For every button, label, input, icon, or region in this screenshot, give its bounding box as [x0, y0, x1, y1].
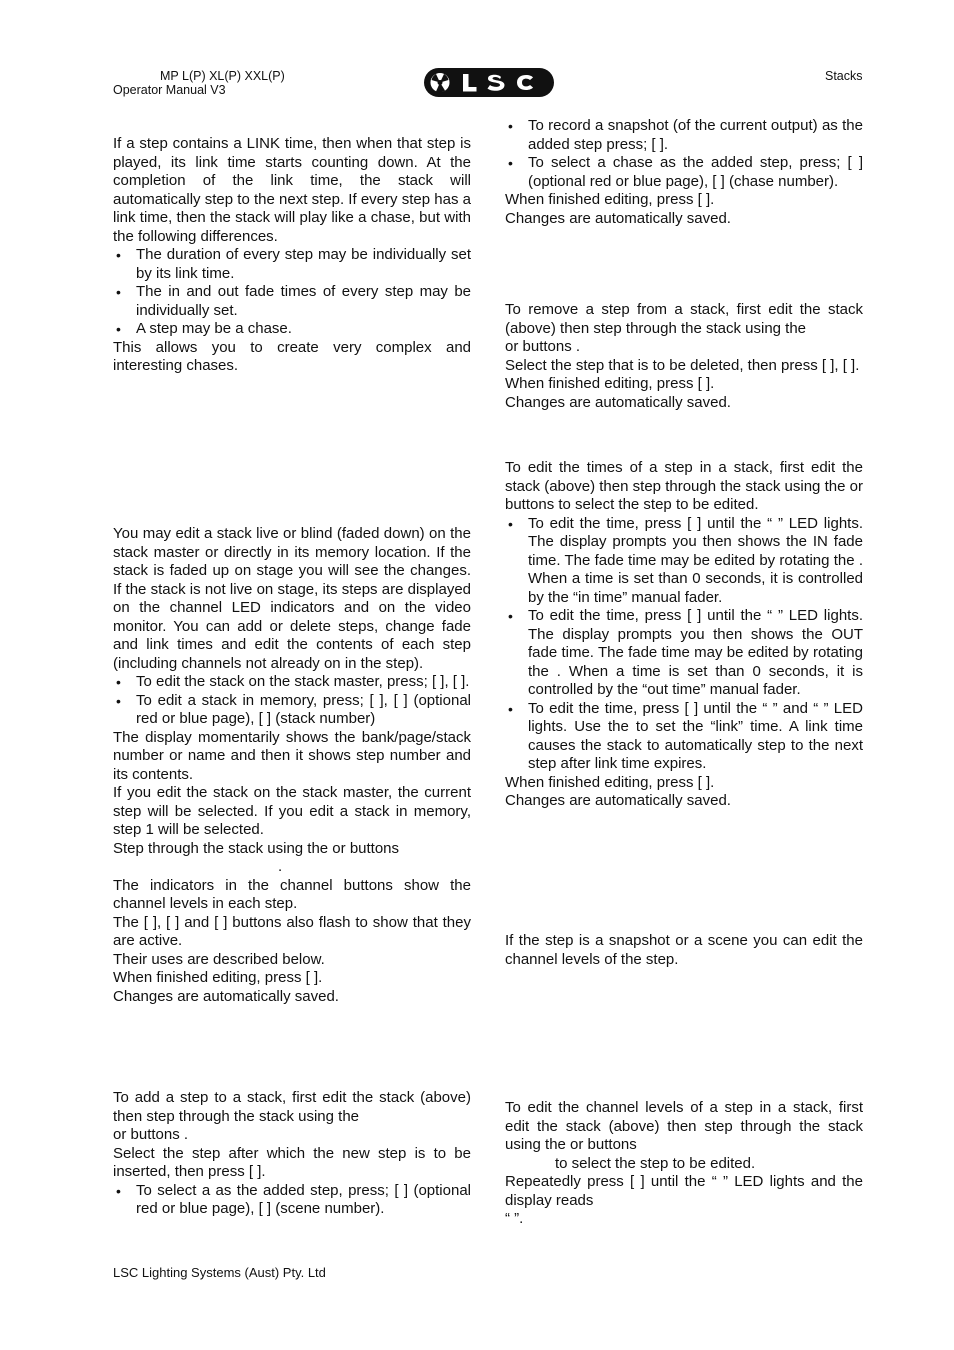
levels-paragraph: To edit the channel levels of a step in a stack, first edit the stack (above) then step through the stack using the or buttons — [505, 1099, 863, 1153]
remove-finish: When finished editing, press [ ]. — [505, 375, 715, 392]
add-saved: Changes are automatically saved. — [505, 209, 731, 227]
list-item: • To record a snapshot (of the current output) as the added step press; [ ]. — [505, 117, 863, 154]
list-item: • To select a as the added step, press; [ ] (optional red or blue page), [ ] (scene number). — [113, 1182, 471, 1219]
list-item: • The duration of every step may be individually set by its link time. — [113, 246, 471, 283]
edit-line: Step through the stack using the or buttons — [113, 839, 400, 857]
link-bullet-list — [113, 246, 471, 339]
list-item: • To select a chase as the added step, press; [ ] (optional red or blue page), [ ] (chase number). — [505, 154, 863, 191]
edit-bullet-list — [113, 673, 471, 729]
lsc-logo — [423, 67, 555, 98]
right-column — [505, 117, 863, 228]
footer-company: LSC Lighting Systems (Aust) Pty. Ltd — [113, 1265, 326, 1280]
right-column-times — [505, 459, 863, 811]
right-column-levels — [505, 1099, 863, 1229]
remove-paragraph: To remove a step from a stack, first edit the stack (above) then step through the stack using the — [505, 301, 863, 337]
snapshot-paragraph: If the step is a snapshot or a scene you can edit the channel levels of the step. — [505, 932, 863, 968]
left-column-add — [113, 1089, 471, 1219]
levels-line: to select the step to be edited. — [555, 1154, 756, 1172]
list-item: • A step may be a chase. — [113, 320, 471, 339]
header-model: MP L(P) XL(P) XXL(P) — [160, 69, 285, 83]
right-column-remove — [505, 301, 863, 412]
header-manual: Operator Manual V3 — [113, 83, 226, 97]
remove-saved: Changes are automatically saved. — [505, 393, 731, 411]
times-paragraph: To edit the times of a step in a stack, first edit the stack (above) then step through the stack using the or buttons to select the step to be edited. — [505, 459, 863, 513]
list-item: • To edit the time, press [ ] until the “ ” LED lights. The display prompts you then shows the OUT fade time. The fade time may be edited by rotating the . When a time is set than 0 seconds, it is controlled by the “out time” manual fader. — [505, 607, 863, 700]
levels-repeat: Repeatedly press [ ] until the “ ” LED lights and the display reads — [505, 1173, 863, 1209]
edit-line: Their uses are described below. — [113, 950, 325, 968]
link-paragraph: If a step contains a LINK time, then when that step is played, its link time starts counting down. At the completion of the link time, the stack will automatically step to the next step. If every step has a link time, then the stack will play like a chase, but with the following differences. — [113, 135, 471, 245]
list-item: • To edit the time, press [ ] until the “ ” LED lights. The display prompts you then shows the IN fade time. The fade time may be edited by rotating the . When a time is set than 0 seconds, it is controlled by the “in time” manual fader. — [505, 515, 863, 608]
times-saved: Changes are automatically saved. — [505, 792, 731, 809]
left-column-edit — [113, 525, 471, 1006]
edit-line: Changes are automatically saved. — [113, 987, 339, 1005]
edit-line: When finished editing, press [ ]. — [113, 969, 323, 986]
add-line: or buttons . — [113, 1126, 189, 1143]
remove-line: or buttons . — [505, 338, 581, 355]
add-select: Select the step after which the new step is to be inserted, then press [ ]. — [113, 1144, 471, 1180]
link-closing: This allows you to create very complex and interesting chases. — [113, 338, 471, 374]
header-section: Stacks — [825, 69, 863, 83]
add-bullet-list — [113, 1182, 471, 1219]
times-bullet-list — [505, 515, 863, 774]
edit-line: If you edit the stack on the stack master, the current step will be selected. If you edit a stack in memory, step 1 will be selected. — [113, 784, 471, 838]
remove-select: Select the step that is to be deleted, then press [ ], [ ]. — [505, 356, 860, 374]
edit-line: The display momentarily shows the bank/page/stack number or name and then it shows step number and its contents. — [113, 728, 471, 783]
left-column — [113, 135, 471, 376]
list-item: • To edit a stack in memory, press; [ ], [ ] (optional red or blue page), [ ] (stack number) — [113, 692, 471, 729]
edit-line: The indicators in the channel buttons show the channel levels in each step. — [113, 876, 471, 912]
add-bullet-list-cont — [505, 117, 863, 191]
edit-line: . — [278, 858, 283, 875]
edit-paragraph: You may edit a stack live or blind (faded down) on the stack master or directly in its memory location. If the stack is faded up on stage you will see the changes. If the stack is not live on stage, its steps are displayed on the channel LED indicators and on the video monitor. You can add or delete steps, change fade and link times and edit the contents of each step (including channels not already on in the step). — [113, 525, 471, 672]
edit-line: The [ ], [ ] and [ ] buttons also flash to show that they are active. — [113, 913, 471, 949]
right-column-snapshot — [505, 932, 863, 969]
add-finish: When finished editing, press [ ]. — [505, 191, 715, 208]
times-finish: When finished editing, press [ ]. — [505, 773, 715, 791]
list-item: • To edit the stack on the stack master, press; [ ], [ ]. — [113, 673, 471, 692]
list-item: • To edit the time, press [ ] until the “ ” and “ ” LED lights. Use the to set the “link” time. A link time causes the stack to automatically step to the next step after link time expires. — [505, 700, 863, 774]
add-paragraph: To add a step to a stack, first edit the stack (above) then step through the stack using the — [113, 1089, 471, 1125]
list-item: • The in and out fade times of every step may be individually set. — [113, 283, 471, 320]
levels-quote: “ ”. — [505, 1210, 524, 1227]
